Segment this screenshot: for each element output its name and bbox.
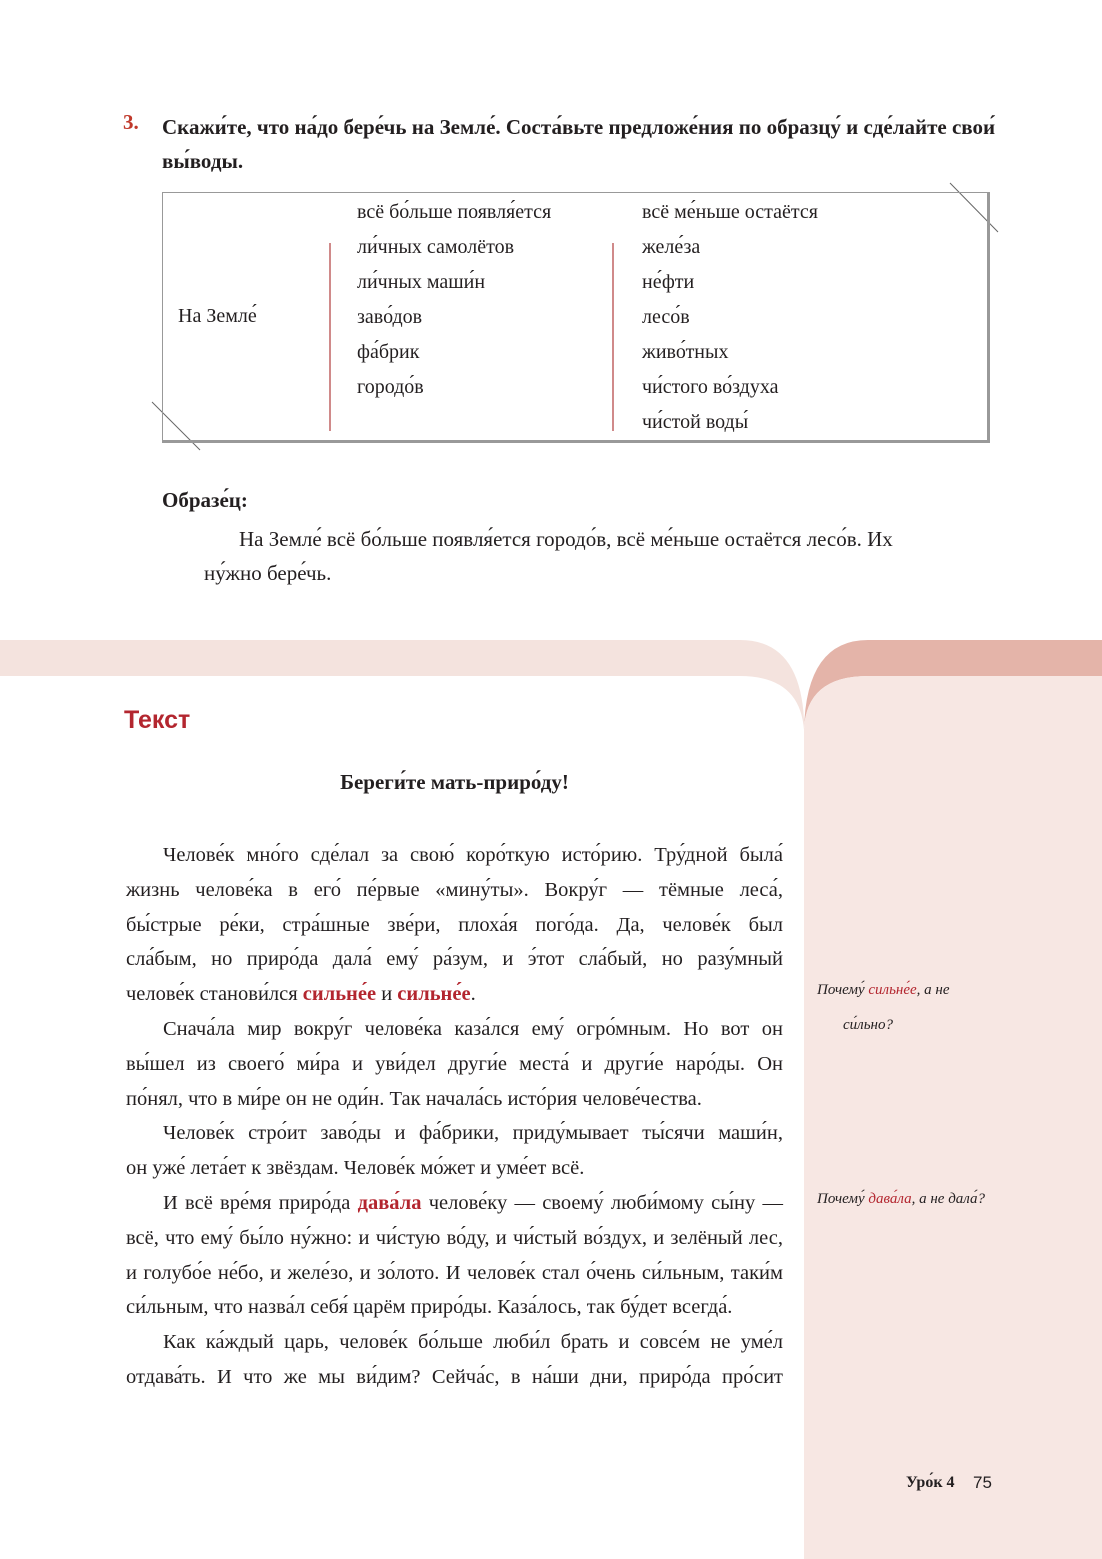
column-divider <box>612 243 614 431</box>
text-segment: си́льным, что назва́л себя́ царём приро́ды. Каза́лось, так бу́дет всегда́. <box>126 1296 733 1319</box>
text-segment: Как ка́ждый царь, челове́к бо́льше люби́л брать и совсе́м не уме́л <box>163 1331 783 1354</box>
text-title: Береги́те мать-приро́ду! <box>340 770 569 794</box>
text-segment: Челове́к мно́го сде́лал за свою́ коро́ткую исто́рию. Тру́дной была́ <box>163 844 783 866</box>
text-line <box>126 1186 783 1221</box>
col2-header: всё ме́ньше остаётся <box>642 201 818 223</box>
text-segment: челове́ку — своему́ люби́мому сы́ну — <box>421 1191 783 1214</box>
note-text: Почему́ <box>817 982 869 998</box>
col1-item: ли́чных маши́н <box>357 271 486 293</box>
text-line <box>126 942 783 977</box>
text-line <box>126 908 783 943</box>
text-line <box>126 1082 783 1117</box>
text-segment: Челове́к стро́ит заво́ды и фа́брики, приду́мывает ты́сячи маши́н, <box>163 1122 783 1145</box>
note-text: , а не <box>916 982 950 998</box>
col2-item: чи́стой воды́ <box>642 411 749 433</box>
text-segment: Снача́ла мир вокру́г челове́ка каза́лся ему́ огро́мным. Но вот он <box>163 1017 783 1040</box>
text-segment: по́нял, что в ми́ре он не оди́н. Так начала́сь исто́рия челове́чества. <box>126 1087 702 1110</box>
col1-header: всё бо́льше появля́ется <box>357 201 552 223</box>
column-divider <box>329 243 331 431</box>
sample-label: Образе́ц: <box>162 488 248 512</box>
note-text: Почему́ <box>817 1191 869 1207</box>
text-segment: и голубо́е не́бо, и желе́зо, и зо́лото. И челове́к стал о́чень си́льным, таки́м <box>126 1261 783 1284</box>
text-segment: вы́шел из своего́ ми́ра и уви́дел други́е места́ и други́е наро́ды. Он <box>126 1052 783 1075</box>
text-segment: челове́к станови́лся <box>126 983 303 1006</box>
text-line <box>126 977 783 1012</box>
lesson-label: Уро́к 4 <box>906 1474 955 1491</box>
note-highlight: сильне́е <box>868 982 917 998</box>
reading-text <box>126 838 783 1395</box>
text-line <box>126 1290 783 1325</box>
note-text: си́льно? <box>843 1017 893 1033</box>
task-instruction: Скажи́те, что на́до бере́чь на Земле́. Соста́вьте предложе́ния по образцу́ и сде́лайте свои́ вы́воды. <box>162 115 996 173</box>
text-line <box>126 1116 783 1151</box>
text-segment: сла́бым, но приро́да дала́ ему́ ра́зум, и э́тот сла́бый, но разу́мный <box>126 948 783 971</box>
text-segment: . <box>470 983 476 1006</box>
text-segment: бы́стрые ре́ки, стра́шные зве́ри, плоха́я пого́да. Да, челове́к был <box>126 913 783 936</box>
text-segment: всё, что ему́ бы́ло ну́жно: и чи́стую во́ду, и чи́стый во́здух, и зелёный лес, <box>126 1226 783 1249</box>
text-line <box>126 1151 783 1186</box>
text-segment: и <box>376 983 398 1006</box>
col1-item: заво́дов <box>357 306 423 328</box>
text-segment: И всё вре́мя приро́да <box>163 1191 358 1214</box>
vocabulary-table <box>162 192 990 443</box>
col1-item: фа́брик <box>357 341 420 363</box>
text-line <box>126 1325 783 1360</box>
task-number: 3. <box>123 110 139 134</box>
col1-item: ли́чных самолётов <box>357 236 515 258</box>
col2-item: лесо́в <box>642 306 690 328</box>
highlighted-word: дава́ла <box>357 1191 422 1214</box>
page-number: 75 <box>973 1473 992 1492</box>
text-line <box>126 1012 783 1047</box>
text-line <box>126 1256 783 1291</box>
text-segment: жизнь челове́ка в его́ пе́рвые «мину́ты». Вокру́г — тёмные леса́, <box>126 878 783 901</box>
margin-sidebar <box>804 728 1102 1559</box>
col2-item: чи́стого во́здуха <box>642 376 779 398</box>
text-line <box>126 873 783 908</box>
section-title: Текст <box>124 706 191 734</box>
highlighted-word: сильне́е <box>302 983 377 1006</box>
margin-note <box>817 982 950 1034</box>
margin-note <box>817 1191 985 1208</box>
col2-item: живо́тных <box>642 341 729 363</box>
text-line <box>126 1221 783 1256</box>
note-highlight: дава́ла <box>868 1191 912 1207</box>
highlighted-word: сильне́е <box>397 983 471 1006</box>
note-text: , а не дала́? <box>911 1191 986 1207</box>
col2-item: желе́за <box>642 236 701 258</box>
text-segment: отдава́ть. И что же мы ви́дим? Сейча́с, в на́ши дни, приро́да про́сит <box>126 1365 783 1388</box>
row-label: На Земле́ <box>178 305 257 327</box>
text-line <box>126 1360 783 1395</box>
col1-item: городо́в <box>357 376 424 398</box>
text-line <box>126 838 783 873</box>
sample-text: На Земле́ всё бо́льше появля́ется городо́в, всё ме́ньше остаётся лесо́в. Их ну́жно бере́чь. <box>204 527 893 585</box>
text-line <box>126 1047 783 1082</box>
text-segment: он уже́ лета́ет к звёздам. Челове́к мо́жет и уме́ет всё. <box>126 1157 585 1180</box>
col2-item: не́фти <box>642 271 695 293</box>
